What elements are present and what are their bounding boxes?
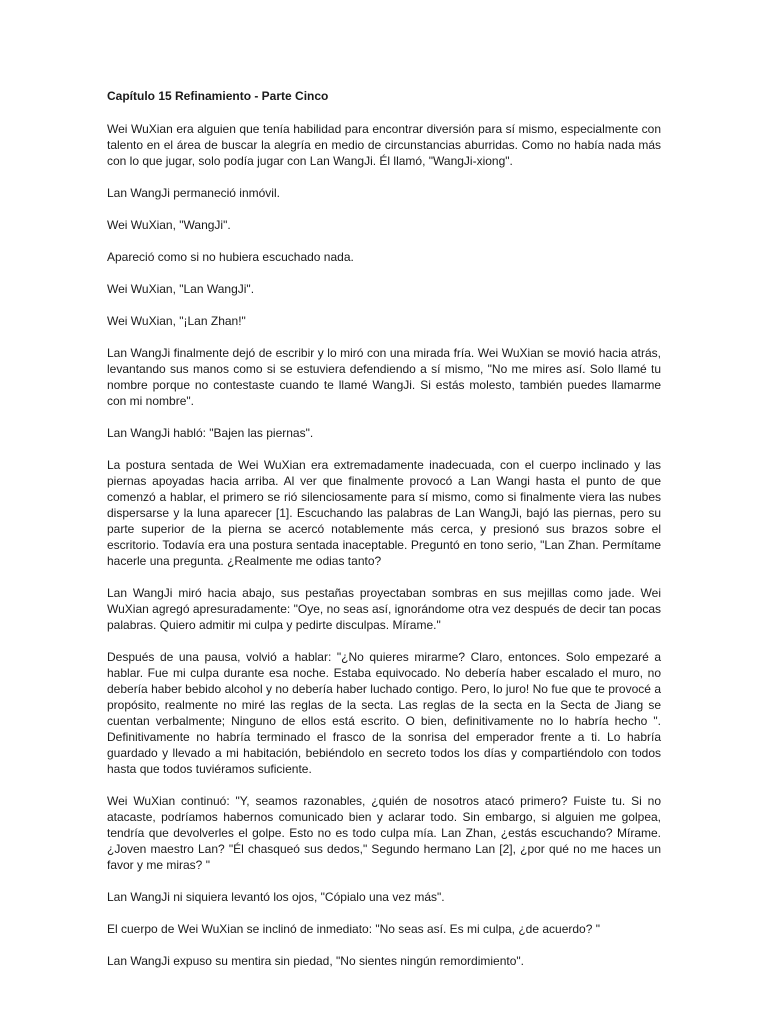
paragraph-2: Lan WangJi permaneció inmóvil. [107, 186, 280, 200]
paragraph-7: Lan WangJi finalmente dejó de escribir y lo miró con una mirada fría. Wei WuXian se movió hacia atrás, levantando sus manos como si se estuviera defendiendo a sí mismo, "No me mires así. Solo llamé tu nombre porque no contestaste cuando te llamé WangJi. Si estás molesto, también puedes llamarme con mi nombre". [107, 346, 661, 408]
paragraph-13: Lan WangJi ni siquiera levantó los ojos, "Cópialo una vez más". [107, 890, 445, 904]
paragraph-4: Apareció como si no hubiera escuchado nada. [107, 250, 354, 264]
paragraph-6: Wei WuXian, "¡Lan Zhan!" [107, 314, 246, 328]
paragraph-3: Wei WuXian, "WangJi". [107, 218, 231, 232]
paragraph-1: Wei WuXian era alguien que tenía habilidad para encontrar diversión para sí mismo, especialmente con talento en el área de buscar la alegría en medio de circunstancias aburridas. Como no había nada más con lo que jugar, solo podía jugar con Lan WangJi. Él llamó, "WangJi-xiong". [107, 122, 661, 168]
paragraph-12: Wei WuXian continuó: "Y, seamos razonables, ¿quién de nosotros atacó primero? Fuiste tu. Si no atacaste, podríamos habernos comunicado bien y aclarar todo. Sin embargo, si alguien me golpea, tendría que devolverles el golpe. Esto no es todo culpa mía. Lan Zhan, ¿estás escuchando? Mírame. ¿Joven maestro Lan? "Él chasqueó sus dedos," Segundo hermano Lan [2], ¿por qué no me haces un favor y me miras? " [107, 794, 661, 872]
paragraph-14: El cuerpo de Wei WuXian se inclinó de inmediato: "No seas así. Es mi culpa, ¿de acuerdo? " [107, 922, 600, 936]
paragraph-8: Lan WangJi habló: "Bajen las piernas". [107, 426, 314, 440]
document-page [107, 88, 661, 985]
chapter-title: Capítulo 15 Refinamiento - Parte Cinco [107, 89, 329, 103]
paragraph-15: Lan WangJi expuso su mentira sin piedad, "No sientes ningún remordimiento". [107, 954, 524, 968]
paragraph-9: La postura sentada de Wei WuXian era extremadamente inadecuada, con el cuerpo inclinado y las piernas apoyadas hacia arriba. Al ver que finalmente provocó a Lan Wangi hasta el punto de que comenzó a hablar, el primero se rió silenciosamente para sí mismo, como si finalmente viera las nubes dispersarse y la luna aparecer [1]. Escuchando las palabras de Lan WangJi, bajó las piernas, pero su parte superior de la pierna se acercó notablemente más cerca, y presionó sus brazos sobre el escritorio. Todavía era una postura sentada inaceptable. Preguntó en tono serio, "Lan Zhan. Permítame hacerle una pregunta. ¿Realmente me odias tanto? [107, 458, 661, 568]
paragraph-5: Wei WuXian, "Lan WangJi". [107, 282, 255, 296]
paragraph-10: Lan WangJi miró hacia abajo, sus pestañas proyectaban sombras en sus mejillas como jade. Wei WuXian agregó apresuradamente: "Oye, no seas así, ignorándome otra vez después de decir tan pocas palabras. Quiero admitir mi culpa y pedirte disculpas. Mírame." [107, 586, 661, 632]
paragraph-11: Después de una pausa, volvió a hablar: "¿No quieres mirarme? Claro, entonces. Solo empezaré a hablar. Fue mi culpa durante esa noche. Estaba equivocado. No debería haber escalado el muro, no debería haber bebido alcohol y no debería haber luchado contigo. Pero, lo juro! No fue que te provocé a propósito, realmente no miré las reglas de la secta. Las reglas de la secta en la Secta de Jiang se cuentan verbalmente; Ninguno de ellos está escrito. O bien, definitivamente no lo habría hecho ". Definitivamente no habría terminado el frasco de la sonrisa del emperador frente a ti. Lo habría guardado y llevado a mi habitación, bebiéndolo en secreto todos los días y compartiéndolo con todos hasta que todos tuviéramos suficiente. [107, 650, 661, 776]
